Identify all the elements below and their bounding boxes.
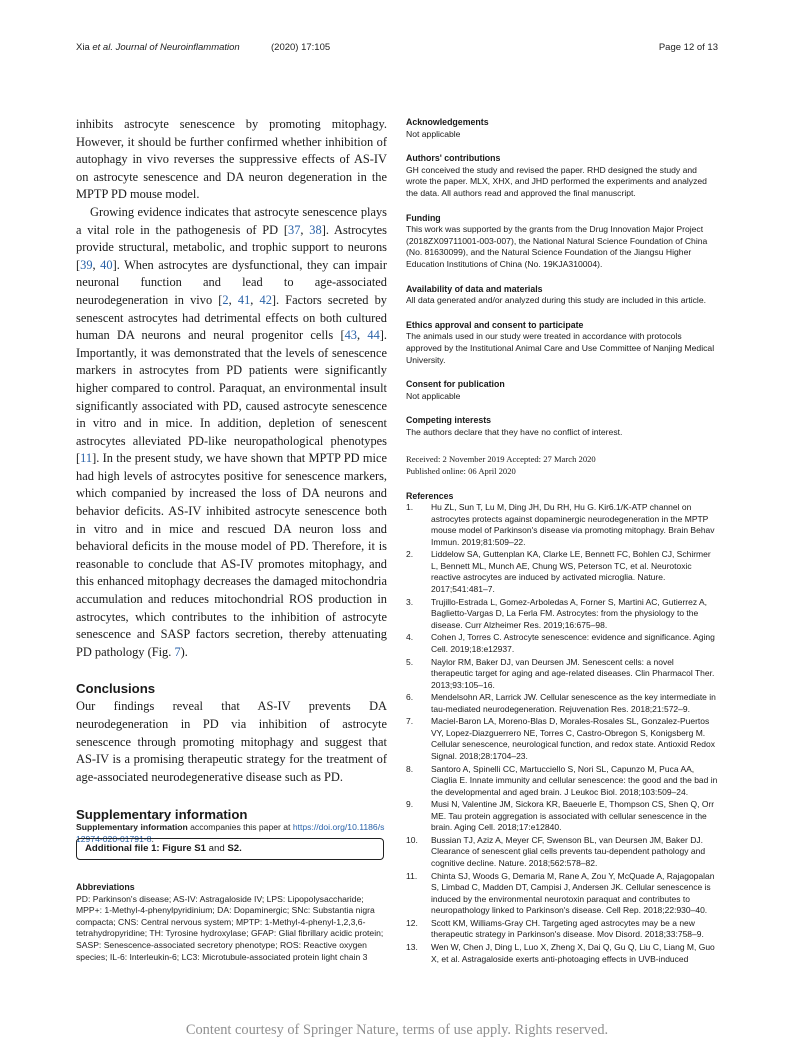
citation-link[interactable]: 43 — [344, 328, 357, 343]
right-column — [406, 117, 718, 966]
reference-number: 12. — [406, 917, 418, 928]
consent-section — [406, 379, 718, 402]
additional-file-label: Additional file 1: Figure S1 — [85, 843, 206, 854]
consent-heading: Consent for publication — [406, 379, 505, 390]
text-span: , — [356, 328, 368, 343]
abbreviations-heading: Abbreviations — [76, 882, 135, 892]
reference-number: 9. — [406, 799, 414, 810]
reference-item — [406, 549, 718, 595]
citation-link[interactable]: 38 — [309, 222, 322, 237]
conclusions-text: Our findings reveal that AS-IV prevents DA neurodegeneration in PD via inhibition of astrocyte senescence through promoting mitophagy and suggest that AS-IV is a promising therapeutic strategy for the treatment of age-associated neurodegenerative disease such as PD. — [76, 699, 387, 784]
reference-number: 6. — [406, 692, 414, 703]
additional-file-s2: S2. — [227, 843, 242, 854]
reference-number: 3. — [406, 596, 414, 607]
competing-text: The authors declare that they have no conflict of interest. — [406, 426, 623, 437]
ethics-section — [406, 320, 718, 366]
reference-item — [406, 716, 718, 762]
reference-text: Trujillo-Estrada L, Gomez-Arboledas A, Forner S, Martini AC, Gutierrez A, Baglietto-Vargas D, La Ferla FM. Astrocytes: from the physiology to the disease. Curr Alzheimer Res. 2019;16:675–98. — [431, 596, 708, 630]
funding-text: This work was supported by the grants from the Drug Innovation Major Project (2018ZX09711001-003-007), the National Natural Science Foundation of China (No. 81630099), and the Natural Science Foundation of the Jiangsu Higher Education Institutions of China (No. 19KJA310004). — [406, 224, 708, 269]
citation-link[interactable]: 37 — [288, 222, 301, 237]
competing-section — [406, 415, 718, 438]
text-span: ]. When astrocytes are dysfunctional, they can impair neuronal function and lead to age-associated neurodegeneration in vivo [ — [76, 257, 387, 307]
supplementary-label: Supplementary information — [76, 822, 188, 833]
left-column — [76, 116, 387, 846]
reference-text: Cohen J, Torres C. Astrocyte senescence: evidence and significance. Aging Cell. 2019;18:e12937. — [431, 632, 715, 654]
citation-link[interactable]: 44 — [367, 328, 380, 343]
acknowledgements-section — [406, 117, 718, 140]
reference-text: Chinta SJ, Woods G, Demaria M, Rane A, Zou Y, McQuade A, Rajagopalan S, Limbad C, Madden DT, Campisi J, Andersen JK. Cellular senescence is induced by the environmental neurotoxin paraquat and contributes to neuropathology linked to Parkinson's disease. Cell Rep. 2018;22:930–40. — [431, 870, 715, 916]
ethics-heading: Ethics approval and consent to participate — [406, 319, 584, 330]
citation-link[interactable]: 39 — [80, 257, 93, 272]
reference-item — [406, 692, 718, 715]
availability-section — [406, 284, 718, 307]
acknowledgements-heading: Acknowledgements — [406, 117, 489, 127]
reference-item — [406, 632, 718, 655]
reference-item — [406, 764, 718, 799]
paragraph-2 — [76, 204, 387, 661]
citation-link[interactable]: 41 — [237, 292, 251, 307]
contributions-heading: Authors' contributions — [406, 153, 501, 164]
additional-file-box[interactable] — [76, 838, 384, 860]
supplementary-heading: Supplementary information — [76, 807, 248, 823]
reference-item — [406, 657, 718, 692]
header-authors: Xia — [76, 42, 93, 53]
running-header-journal — [76, 42, 240, 53]
acknowledgements-text: Not applicable — [406, 128, 461, 139]
text-span: , — [250, 292, 260, 307]
abbreviations-text: PD: Parkinson's disease; AS-IV: Astragaloside IV; LPS: Lipopolysaccharide; MPP+: 1-Methyl-4-phenylpyridinium; DA: Dopaminergic; SNc: Substantia nigra compacta; CNS: Central nervous system; MPTP: 1-Methyl-4-phenyl-1,2,3,6-tetrahydropyridine; TH: Tyrosine hydroxylase; GFAP: Glial fibrillary acidic protein; SASP: Senescence-associated secretory phenotype; ROS: Reactive oxygen species; IL-6: Interleukin-6; LC3: Microtubule-associated protein light chain 3 — [76, 893, 384, 962]
availability-text: All data generated and/or analyzed during this study are included in this article. — [406, 295, 707, 306]
abbreviations-block — [76, 882, 387, 963]
reference-item — [406, 918, 718, 941]
reference-number: 10. — [406, 834, 418, 845]
competing-heading: Competing interests — [406, 415, 492, 426]
figure-link[interactable]: 7 — [174, 644, 181, 659]
page-number: Page 12 of 13 — [658, 42, 718, 53]
reference-item — [406, 502, 718, 548]
reference-number: 11. — [406, 870, 418, 881]
availability-heading: Availability of data and materials — [406, 283, 543, 294]
published-date: Published online: 06 April 2020 — [406, 466, 516, 477]
reference-text: Scott KM, Williams-Gray CH. Targeting aged astrocytes may be a new therapeutic strategy in Parkinson's disease. Mov Disord. 2018;33:758–9. — [431, 917, 704, 940]
text-span: , — [228, 292, 238, 307]
citation-link[interactable]: 42 — [259, 292, 272, 307]
reference-number: 8. — [406, 763, 414, 774]
text-span: accompanies this paper at — [187, 822, 293, 833]
reference-item — [406, 835, 718, 870]
running-header-volume: (2020) 17:105 — [271, 42, 331, 53]
reference-text: Hu ZL, Sun T, Lu M, Ding JH, Du RH, Hu G. Kir6.1/K-ATP channel on astrocytes protects against dopaminergic neurodegeneration in the MPTP mouse model of Parkinson's disease via promoting mitophagy. Brain Behav Immun. 2019;81:509–22. — [431, 502, 715, 547]
funding-heading: Funding — [406, 212, 441, 223]
reference-item — [406, 871, 718, 917]
ethics-text: The animals used in our study were treated in accordance with protocols approved by the Institutional Animal Care and Use Committee of Nanjing Medical University. — [406, 331, 715, 365]
text-span: ]. Astrocytes provide structural, metabolic, and trophic support to neurons [ — [76, 222, 387, 272]
text-span: Growing evidence indicates that astrocyte senescence plays a vital role in the pathogenesis of PD [ — [76, 204, 387, 237]
header-etal: et al. — [92, 42, 113, 53]
reference-number: 1. — [406, 502, 414, 513]
funding-section — [406, 213, 718, 271]
reference-text: Musi N, Valentine JM, Sickora KR, Baeuerle E, Thompson CS, Shen Q, Orr ME. Tau protein aggregation is associated with cellular senescence in the brain. Aging Cell. 2018;17:e12840. — [431, 799, 715, 833]
reference-text: Liddelow SA, Guttenplan KA, Clarke LE, Bennett FC, Bohlen CJ, Schirmer L, Bennett ML, Munch AE, Chung WS, Peterson TC, et al. Neurotoxic reactive astrocytes are induced by activated microglia. Nature. 2017;541:481–7. — [431, 549, 711, 594]
text-span: ). — [180, 644, 188, 659]
reference-number: 2. — [406, 549, 414, 560]
consent-text: Not applicable — [406, 390, 461, 401]
discussion-text — [76, 116, 387, 661]
reference-text: Bussian TJ, Aziz A, Meyer CF, Swenson BL, van Deursen JM, Baker DJ. Clearance of senescent glial cells prevents tau-dependent pathology and cognitive decline. Nature. 2018;562:578–82. — [431, 834, 706, 868]
received-dates: Received: 2 November 2019 Accepted: 27 March 2020 — [406, 454, 596, 465]
reference-number: 7. — [406, 716, 414, 727]
paragraph-1: inhibits astrocyte senescence by promoting mitophagy. However, it should be further confirmed whether inhibition of autophagy in vivo reverses the suppressive effects of AS-IV on astrocyte senescence and DA neuron degeneration in the MPTP PD mouse model. — [76, 117, 387, 202]
contributions-section — [406, 153, 718, 199]
reference-item — [406, 799, 718, 834]
reference-text: Wen W, Chen J, Ding L, Luo X, Zheng X, Dai Q, Gu Q, Liu C, Liang M, Guo X, et al. Astragaloside exerts anti-photoaging effects in UVB-induced — [431, 942, 715, 964]
references-heading: References — [406, 490, 454, 501]
citation-link[interactable]: 40 — [100, 257, 113, 272]
reference-number: 13. — [406, 942, 418, 952]
doi-link[interactable]: https://doi.org/10.1186/s12974-020-01791-8 — [76, 822, 385, 844]
text-span: . — [151, 833, 154, 844]
citation-link[interactable]: 11 — [80, 451, 93, 466]
copyright-footer: Content courtesy of Springer Nature, terms of use apply. Rights reserved. — [185, 1022, 609, 1038]
text-span: ]. Factors secreted by senescent astrocytes had detrimental effects on both cultured human DA neurons and neural progenitor cells [ — [76, 292, 388, 343]
reference-text: Maciel-Baron LA, Moreno-Blas D, Morales-Rosales SL, Gonzalez-Puertos VY, Lopez-Diazguerrero NE, Torres C, Castro-Obregon S, Konigsberg M. Cellular senescence, neurological function, and redox state. Antioxid Redox Signal. 2018;28:1704–23. — [431, 716, 715, 761]
text-span: ]. In the present study, we have shown that MPTP PD mice had high levels of astrocytes positive for senescence markers, which companied by increased the loss of DA neurons and behavior deficits. AS-IV inhibited astrocyte senescence both in vitro and in mice and rescued DA neuron loss and behavioral deficits in the mouse model of PD. Therefore, it is reasonable to conclude that AS-IV promotes mitophagy, and this enhanced mitophagy decreases the damaged mitochondria accumulation and reduces mitochondrial ROS production in astrocytes, which contributes to the inhibition of astrocyte senescence and SASP factors secretion, thereby attenuating PD pathology (Fig. — [76, 451, 387, 659]
citation-link[interactable]: 2 — [222, 292, 229, 307]
conclusions-heading: Conclusions — [76, 681, 156, 697]
reference-item — [406, 597, 718, 632]
reference-number: 5. — [406, 656, 414, 667]
reference-text: Santoro A, Spinelli CC, Martucciello S, Nori SL, Capunzo M, Puca AA, Ciaglia E. Innate immunity and cellular senescence: the good and the bad in the developmental and aged brain. J Leukoc Biol. 2018;103:509–24. — [431, 763, 718, 797]
contributions-text: GH conceived the study and revised the paper. RHD designed the study and wrote the paper. MLX, XHX, and JHD performed the experiments and analyzed the data. All authors read and approved the final manuscript. — [406, 164, 707, 198]
reference-number: 4. — [406, 632, 414, 643]
text-span: , — [92, 257, 101, 272]
reference-item — [406, 942, 718, 965]
references-list — [406, 502, 718, 965]
text-span: , — [300, 222, 310, 237]
reference-text: Mendelsohn AR, Larrick JW. Cellular senescence as the key intermediate in tau-mediated neurodegeneration. Rejuvenation Res. 2018;21:572–9. — [431, 692, 716, 714]
reference-text: Naylor RM, Baker DJ, van Deursen JM. Senescent cells: a novel therapeutic target for aging and age-related diseases. Clin Pharmacol Ther. 2013;93:105–16. — [431, 656, 715, 690]
text-span: ]. Importantly, it was demonstrated that the levels of senescence markers in astrocytes from PD patients were significantly higher compared to control. Paraquat, an environmental insult significantly associated with PD, caused astrocyte senescence in vitro and in mice. In addition, depletion of senescent astrocytes alleviated PD-like neuropathological phenotypes [ — [76, 328, 387, 466]
text-span: and — [206, 843, 228, 854]
header-journal-name: Journal of Neuroinflammation — [112, 42, 240, 53]
